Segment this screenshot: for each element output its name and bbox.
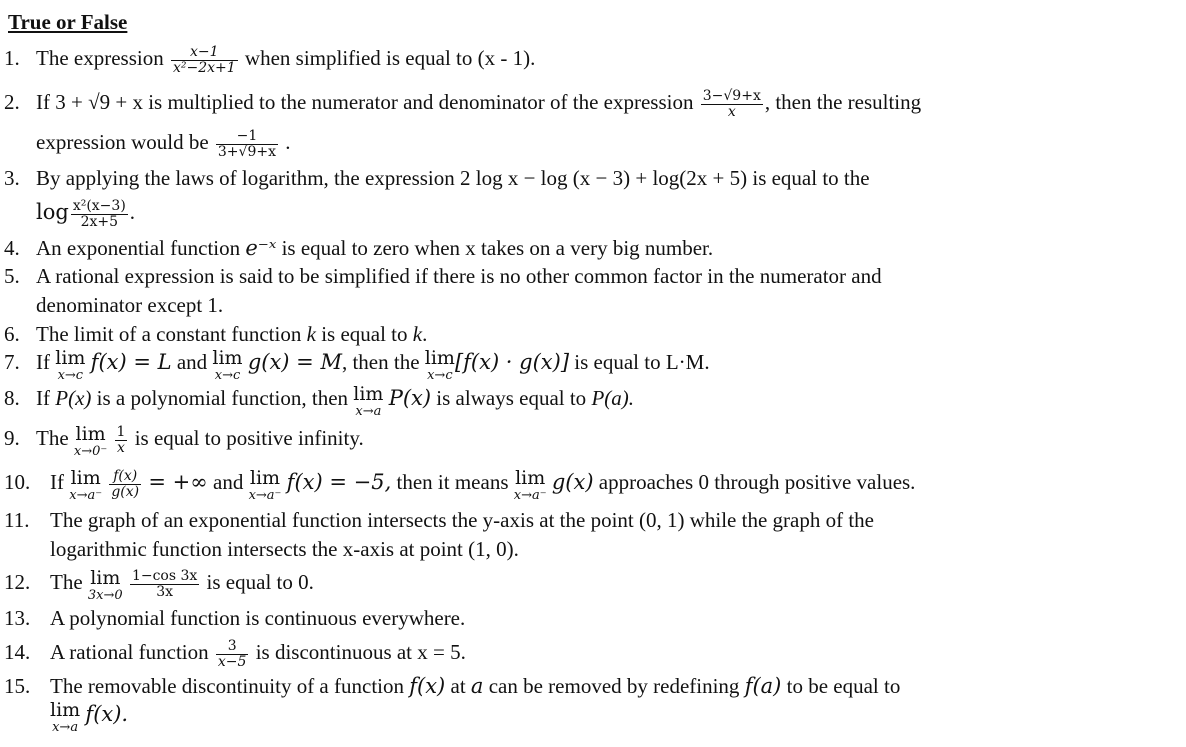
question-text: If [50,470,64,494]
question-text: is equal to zero when x takes on a very big number. [281,236,714,260]
question-text: , then the [341,350,420,374]
question-text: is a polynomial function, then [96,386,349,410]
question-text: and [176,350,208,374]
math-expression: P(x) [388,386,432,410]
question-number: 5. [4,264,20,288]
math-expression: f(x) = L [90,350,172,374]
limit: lim x→a [353,383,384,419]
fraction: $\frac{3-√9+x}{x}$ [702,87,761,120]
question-text: , then the resulting [764,90,922,114]
question-number: 4. [4,236,20,260]
question-text: The [50,570,83,594]
punctuation: . [422,322,428,346]
question-text: is equal to positive infinity. [134,426,364,450]
math-expression: P(a) [591,386,629,410]
question-text: If [36,350,50,374]
limit: lim x→0⁻ [73,423,108,459]
question-text: log [36,200,69,224]
question-text: The limit of a constant function [36,322,302,346]
math-expression: P(x) [55,386,92,410]
math-variable: k [306,322,316,346]
math-variable: k [412,322,423,346]
math-expression: f(x). [85,702,129,726]
question-text: An exponential function [36,236,241,260]
math-expression: a [470,674,484,698]
question-text: and [213,470,244,494]
fraction: $\frac{1-\cos 3x}{3x}$ [131,567,198,600]
question-text: The expression [36,46,164,70]
question-text: at [450,674,466,698]
question-number: 2. [4,90,20,114]
question-text: when simplified is equal to (x - 1). [244,46,536,70]
question-text: By applying the laws of logarithm, the expression 2 log x − log (x − 3) + log(2x + 5) is equal to the [36,166,870,190]
question-number: 8. [4,386,20,410]
fraction: $\frac{-1}{3+√9+x}$ [217,127,276,160]
fraction: $\frac{3}{x-5}$ [217,637,247,670]
question-number: 15. [4,674,31,698]
question-text: is equal to L·M. [569,350,710,374]
question-text: to be equal to [786,674,901,698]
question-text: is equal to 0. [206,570,314,594]
limit: lim x→a [50,699,81,735]
question-number: 13. [4,606,31,630]
question-number: 10. [4,470,31,494]
limit: lim x→a⁻ [248,467,282,503]
math-expression: = +∞ [148,470,208,494]
question-text: A rational expression is said to be simplified if there is no other common factor in the numerator and [36,264,882,288]
question-text: The [36,426,69,450]
question-text: approaches 0 through positive values. [598,470,916,494]
question-number: 9. [4,426,20,450]
question-text: A rational function [50,640,209,664]
math-expression: f(x) = −5, [286,470,392,494]
question-text: A polynomial function is continuous everywhere. [50,606,466,630]
fraction: $\frac{1}{x}$ [116,423,126,456]
limit: lim x→c [55,347,86,383]
fraction: $\frac{f(x)}{g(x)}$ [111,467,140,500]
limit: lim 3x→0 [87,567,123,603]
limit: lim x→c [212,347,243,383]
question-text: If [36,386,50,410]
math-expression: g(x) [551,470,594,494]
question-number: 14. [4,640,31,664]
question-text: is always equal to [436,386,587,410]
math-expression: g(x) = M [247,350,342,374]
question-number: 12. [4,570,31,594]
question-text: is discontinuous at x = 5. [255,640,466,664]
limit: lim x→c [424,347,455,383]
punctuation: . [628,386,635,410]
math-expression: [f(x) · g(x)] [454,350,570,374]
math-expression: f(a) [744,674,782,698]
question-text: . [285,130,291,154]
question-text: denominator except 1. [36,293,224,317]
limit: lim x→a⁻ [69,467,103,503]
fraction: $\frac{x-1}{\text{x²−2x+1}}$ [172,43,236,76]
math-expression: f(x) [409,674,446,698]
limit: lim x→a⁻ [513,467,547,503]
math-expression: e⁻ˣ [245,236,277,260]
fraction: $\frac{\text{x²(x−3)}}{2x+5}$ [72,197,126,230]
question-number: 11. [4,508,30,532]
question-number: 7. [4,350,20,374]
question-text: . [129,200,136,224]
question-text: then it means [396,470,509,494]
question-text: logarithmic function intersects the x-axis at point (1, 0). [50,537,519,561]
question-text: can be removed by redefining [488,674,740,698]
question-text: If 3 + √9 + x is multiplied to the numerator and denominator of the expression [36,90,694,114]
question-number: 3. [4,166,20,190]
question-text: The graph of an exponential function intersects the y-axis at the point (0, 1) while the graph of the [50,508,874,532]
section-title: True or False [8,10,128,34]
question-text: expression would be [36,130,209,154]
question-text: is equal to [321,322,408,346]
question-number: 1. [4,46,20,70]
question-number: 6. [4,322,20,346]
question-text: The removable discontinuity of a function [50,674,404,698]
